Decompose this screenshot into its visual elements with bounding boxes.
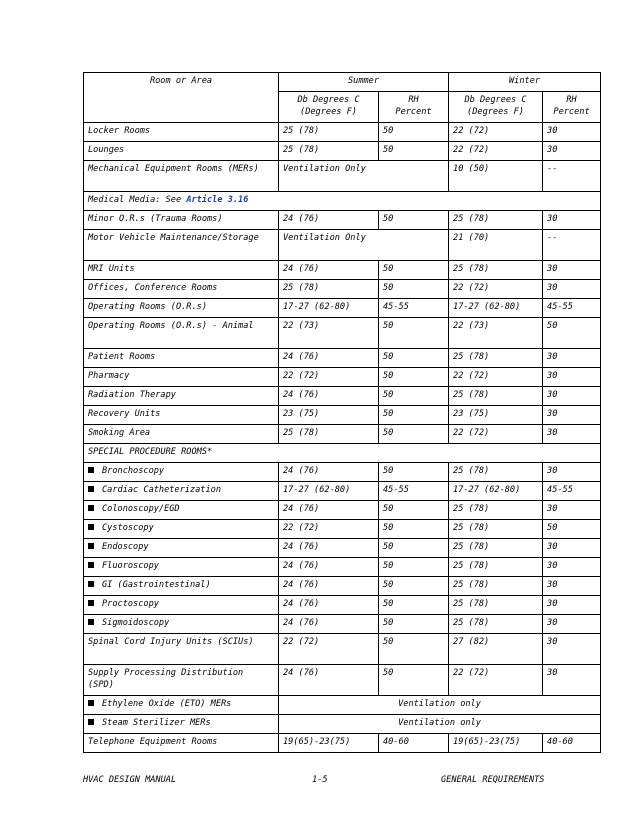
room-name: Radiation Therapy: [88, 390, 176, 400]
bullet-icon: [88, 524, 94, 530]
room-name-cell: [84, 615, 279, 634]
winter-db-cell: 25 (78): [449, 261, 543, 280]
table-body: [84, 123, 601, 753]
summer-rh-cell: 40-60: [379, 734, 449, 753]
footer-manual-title: HVAC DESIGN MANUAL: [83, 775, 177, 785]
rh-header-line2: Percent: [395, 107, 432, 117]
medical-media-label: Medical Media: See: [88, 195, 187, 205]
room-name-cell: [84, 230, 279, 261]
rh-header-line1: RH: [566, 95, 577, 105]
rh-header-line2: Percent: [553, 107, 590, 117]
room-name-cell: [84, 280, 279, 299]
room-name-cell: [84, 539, 279, 558]
winter-rh-cell: 30: [543, 280, 601, 299]
winter-rh-cell: 30: [543, 558, 601, 577]
room-name: Steam Sterilizer MERs: [102, 718, 211, 728]
room-name-cell: [84, 425, 279, 444]
medical-media-cell: [84, 192, 601, 211]
room-name: Motor Vehicle Maintenance/Storage: [88, 233, 259, 243]
table-row: [84, 596, 601, 615]
winter-db-cell: 25 (78): [449, 349, 543, 368]
room-name: Locker Rooms: [88, 126, 151, 136]
winter-rh-cell: 30: [543, 349, 601, 368]
winter-rh-cell: 40-60: [543, 734, 601, 753]
table-row: [84, 558, 601, 577]
winter-rh-cell: 30: [543, 142, 601, 161]
room-or-area-header: Room or Area: [84, 73, 279, 123]
hvac-design-conditions-table: [83, 72, 601, 753]
summer-rh-cell: 50: [379, 501, 449, 520]
winter-db-cell: 23 (75): [449, 406, 543, 425]
ventilation-span-cell: Ventilation only: [279, 715, 601, 734]
winter-db-cell: 22 (72): [449, 368, 543, 387]
summer-db-cell: 22 (72): [279, 520, 379, 539]
table-row: [84, 665, 601, 696]
summer-header: Summer: [279, 73, 449, 92]
table-row: [84, 444, 601, 463]
table-row: [84, 715, 601, 734]
winter-db-cell: 27 (82): [449, 634, 543, 665]
room-name: Offices, Conference Rooms: [88, 283, 218, 293]
bullet-icon: [88, 486, 94, 492]
winter-db-cell: 22 (72): [449, 665, 543, 696]
summer-rh-cell: 50: [379, 665, 449, 696]
summer-db-cell: 25 (78): [279, 425, 379, 444]
table-row: [84, 318, 601, 349]
summer-db-cell: 24 (76): [279, 349, 379, 368]
room-name: Proctoscopy: [102, 599, 159, 609]
table-row: [84, 406, 601, 425]
room-name: Spinal Cord Injury Units (SCIUs): [88, 637, 254, 647]
room-name: Bronchoscopy: [102, 466, 165, 476]
winter-rh-cell: 30: [543, 463, 601, 482]
winter-rh-cell: 30: [543, 261, 601, 280]
summer-rh-cell: 50: [379, 634, 449, 665]
room-name-cell: [84, 715, 279, 734]
room-name-cell: [84, 368, 279, 387]
rh-header-line1: RH: [408, 95, 419, 105]
room-name-cell: [84, 387, 279, 406]
winter-rh-cell: 30: [543, 425, 601, 444]
db-header-line2: (Degrees F): [300, 107, 357, 117]
room-name-cell: [84, 558, 279, 577]
table-row: [84, 696, 601, 715]
bullet-icon: [88, 600, 94, 606]
table-row: [84, 230, 601, 261]
document-page: [83, 72, 600, 753]
summer-db-cell: 24 (76): [279, 558, 379, 577]
winter-rh-cell: 30: [543, 539, 601, 558]
room-name-cell: [84, 123, 279, 142]
summer-db-cell: 24 (76): [279, 463, 379, 482]
summer-db-cell: 23 (75): [279, 406, 379, 425]
table-row: [84, 349, 601, 368]
table-row: [84, 425, 601, 444]
table-row: [84, 615, 601, 634]
winter-db-cell: 25 (78): [449, 211, 543, 230]
room-name-cell: [84, 482, 279, 501]
summer-db-cell: 25 (78): [279, 142, 379, 161]
summer-db-cell: 25 (78): [279, 280, 379, 299]
summer-rh-cell: 50: [379, 211, 449, 230]
table-row: [84, 161, 601, 192]
room-name-cell: [84, 665, 279, 696]
summer-db-cell: 24 (76): [279, 665, 379, 696]
winter-db-cell: 22 (73): [449, 318, 543, 349]
room-name: Recovery Units: [88, 409, 161, 419]
table-row: [84, 734, 601, 753]
bullet-icon: [88, 467, 94, 473]
bullet-icon: [88, 543, 94, 549]
summer-rh-cell: 45-55: [379, 299, 449, 318]
winter-rh-cell: 50: [543, 318, 601, 349]
summer-db-cell: 22 (73): [279, 318, 379, 349]
room-name: Operating Rooms (O.R.s) - Animal: [88, 321, 254, 331]
winter-db-cell: 21 (70): [449, 230, 543, 261]
summer-rh-cell: 50: [379, 558, 449, 577]
room-name: Pharmacy: [88, 371, 130, 381]
summer-rh-cell: 50: [379, 577, 449, 596]
room-name-cell: [84, 520, 279, 539]
room-name-cell: [84, 161, 279, 192]
room-name: Minor O.R.s (Trauma Rooms): [88, 214, 223, 224]
winter-rh-cell: 30: [543, 211, 601, 230]
room-name: Ethylene Oxide (ETO) MERs: [102, 699, 232, 709]
winter-db-cell: 22 (72): [449, 142, 543, 161]
room-name-cell: [84, 577, 279, 596]
room-name-cell: [84, 696, 279, 715]
winter-db-cell: 17-27 (62-80): [449, 299, 543, 318]
summer-rh-cell: 50: [379, 349, 449, 368]
room-name-cell: [84, 734, 279, 753]
table-row: [84, 142, 601, 161]
room-name: Cardiac Catheterization: [102, 485, 221, 495]
table-row: [84, 539, 601, 558]
summer-db-header: [279, 92, 379, 123]
winter-db-cell: 22 (72): [449, 123, 543, 142]
table-row: [84, 577, 601, 596]
room-name-cell: [84, 299, 279, 318]
room-name: Supply Processing Distribution (SPD): [88, 668, 244, 690]
room-name-cell: [84, 211, 279, 230]
summer-rh-cell: 50: [379, 615, 449, 634]
summer-ventilation-cell: Ventilation Only: [279, 230, 449, 261]
room-name-cell: [84, 406, 279, 425]
winter-db-cell: 25 (78): [449, 463, 543, 482]
table-row: [84, 463, 601, 482]
table-row: [84, 368, 601, 387]
summer-rh-header: [379, 92, 449, 123]
db-header-line1: Db Degrees C: [297, 95, 360, 105]
summer-db-cell: 24 (76): [279, 501, 379, 520]
room-name-cell: [84, 142, 279, 161]
winter-db-cell: 19(65)-23(75): [449, 734, 543, 753]
table-row: [84, 299, 601, 318]
summer-db-cell: 25 (78): [279, 123, 379, 142]
room-name: Endoscopy: [102, 542, 149, 552]
table-row: [84, 280, 601, 299]
bullet-icon: [88, 700, 94, 706]
room-name-cell: [84, 349, 279, 368]
winter-rh-cell: 30: [543, 123, 601, 142]
summer-rh-cell: 50: [379, 596, 449, 615]
winter-db-cell: 25 (78): [449, 387, 543, 406]
winter-rh-cell: 50: [543, 520, 601, 539]
room-name-cell: [84, 463, 279, 482]
db-header-line1: Db Degrees C: [464, 95, 527, 105]
room-name: Colonoscopy/EGD: [102, 504, 180, 514]
summer-rh-cell: 50: [379, 318, 449, 349]
winter-db-cell: 10 (50): [449, 161, 543, 192]
winter-rh-cell: --: [543, 230, 601, 261]
winter-db-cell: 25 (78): [449, 596, 543, 615]
winter-header: Winter: [449, 73, 601, 92]
footer-section-title: GENERAL REQUIREMENTS: [441, 775, 545, 785]
summer-rh-cell: 50: [379, 123, 449, 142]
winter-rh-cell: 45-55: [543, 482, 601, 501]
summer-db-cell: 17-27 (62-80): [279, 299, 379, 318]
room-name: Lounges: [88, 145, 125, 155]
summer-rh-cell: 50: [379, 463, 449, 482]
summer-db-cell: 24 (76): [279, 211, 379, 230]
winter-db-cell: 25 (78): [449, 501, 543, 520]
footer-page-number: 1-5: [312, 775, 328, 785]
winter-rh-cell: 30: [543, 615, 601, 634]
ventilation-span-cell: Ventilation only: [279, 696, 601, 715]
summer-db-cell: 24 (76): [279, 539, 379, 558]
page-footer: [83, 775, 600, 787]
table-row: [84, 634, 601, 665]
summer-rh-cell: 50: [379, 520, 449, 539]
table-row: [84, 261, 601, 280]
summer-rh-cell: 50: [379, 280, 449, 299]
room-name: Smoking Area: [88, 428, 151, 438]
room-name-cell: [84, 501, 279, 520]
bullet-icon: [88, 619, 94, 625]
winter-db-cell: 22 (72): [449, 425, 543, 444]
table-row: [84, 123, 601, 142]
article-link[interactable]: Article 3.16: [186, 195, 249, 205]
room-name: Fluoroscopy: [102, 561, 159, 571]
winter-rh-header: [543, 92, 601, 123]
room-name-cell: [84, 318, 279, 349]
bullet-icon: [88, 719, 94, 725]
summer-rh-cell: 50: [379, 142, 449, 161]
room-name-cell: [84, 261, 279, 280]
summer-rh-cell: 50: [379, 261, 449, 280]
winter-rh-cell: 30: [543, 634, 601, 665]
room-name: Cystoscopy: [102, 523, 154, 533]
summer-rh-cell: 50: [379, 425, 449, 444]
winter-db-cell: 25 (78): [449, 558, 543, 577]
room-name: Telephone Equipment Rooms: [88, 737, 218, 747]
winter-rh-cell: 30: [543, 501, 601, 520]
summer-rh-cell: 45-55: [379, 482, 449, 501]
winter-rh-cell: 30: [543, 406, 601, 425]
summer-db-cell: 24 (76): [279, 387, 379, 406]
bullet-icon: [88, 581, 94, 587]
winter-rh-cell: --: [543, 161, 601, 192]
winter-rh-cell: 45-55: [543, 299, 601, 318]
summer-rh-cell: 50: [379, 387, 449, 406]
summer-db-cell: 24 (76): [279, 596, 379, 615]
summer-rh-cell: 50: [379, 406, 449, 425]
table-row: [84, 211, 601, 230]
room-name: GI (Gastrointestinal): [102, 580, 211, 590]
winter-db-cell: 25 (78): [449, 577, 543, 596]
winter-db-cell: 25 (78): [449, 615, 543, 634]
summer-db-cell: 19(65)-23(75): [279, 734, 379, 753]
winter-rh-cell: 30: [543, 596, 601, 615]
winter-db-header: [449, 92, 543, 123]
winter-rh-cell: 30: [543, 665, 601, 696]
section-heading-cell: SPECIAL PROCEDURE ROOMS*: [84, 444, 601, 463]
room-name: Patient Rooms: [88, 352, 156, 362]
winter-db-cell: 22 (72): [449, 280, 543, 299]
summer-ventilation-cell: Ventilation Only: [279, 161, 449, 192]
summer-db-cell: 17-27 (62-80): [279, 482, 379, 501]
summer-db-cell: 24 (76): [279, 577, 379, 596]
room-name: Sigmoidoscopy: [102, 618, 170, 628]
room-name: Mechanical Equipment Rooms (MERs): [88, 164, 259, 174]
winter-db-cell: 25 (78): [449, 539, 543, 558]
winter-db-cell: 17-27 (62-80): [449, 482, 543, 501]
winter-rh-cell: 30: [543, 387, 601, 406]
room-name: Operating Rooms (O.R.s): [88, 302, 207, 312]
summer-rh-cell: 50: [379, 368, 449, 387]
summer-rh-cell: 50: [379, 539, 449, 558]
winter-db-cell: 25 (78): [449, 520, 543, 539]
summer-db-cell: 22 (72): [279, 368, 379, 387]
winter-rh-cell: 30: [543, 577, 601, 596]
summer-db-cell: 24 (76): [279, 261, 379, 280]
room-name-cell: [84, 596, 279, 615]
table-row: [84, 482, 601, 501]
db-header-line2: (Degrees F): [467, 107, 524, 117]
table-row: [84, 520, 601, 539]
summer-db-cell: 22 (72): [279, 634, 379, 665]
table-row: [84, 387, 601, 406]
table-row: [84, 501, 601, 520]
winter-rh-cell: 30: [543, 368, 601, 387]
summer-db-cell: 24 (76): [279, 615, 379, 634]
table-row: [84, 192, 601, 211]
bullet-icon: [88, 562, 94, 568]
room-name-cell: [84, 634, 279, 665]
room-name: MRI Units: [88, 264, 135, 274]
bullet-icon: [88, 505, 94, 511]
